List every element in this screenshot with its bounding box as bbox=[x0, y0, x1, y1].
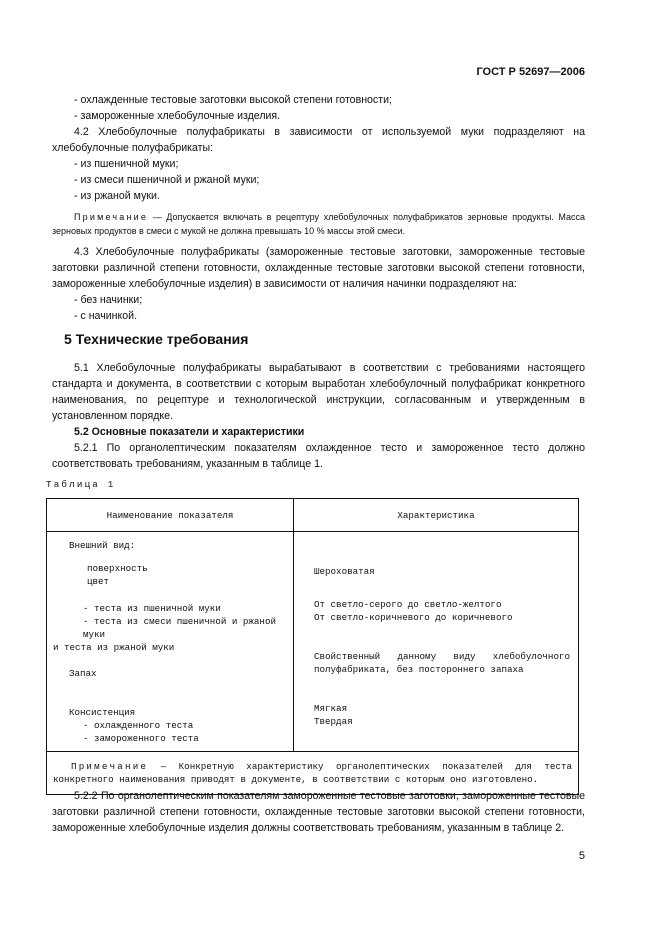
column-header: Характеристика bbox=[294, 499, 579, 532]
appearance-label: Внешний вид: bbox=[69, 540, 136, 551]
column-header: Наименование показателя bbox=[47, 499, 294, 532]
list-item: - из пшеничной муки; bbox=[74, 158, 179, 170]
mix-value: От светло-коричневого до коричневого bbox=[314, 612, 513, 623]
list-item: - охлажденные тестовые заготовки высокой степени готовности; bbox=[74, 94, 392, 106]
frozen-label: - замороженного теста bbox=[83, 733, 199, 744]
page-number: 5 bbox=[578, 850, 585, 862]
mix-label: - теста из смеси пшеничной и ржаной муки bbox=[83, 616, 276, 640]
consistency-label: Консистенция bbox=[69, 707, 136, 718]
paragraph-5-1: 5.1 Хлебобулочные полуфабрикаты вырабатывают в соответствии с требованиями настоящего стандарта и документа, в соответствии с которым выработан хлебобулочный полуфабрикат конкретного наименования, по рецептуре и технологической инструкции, согласованным и утвержденным в установленном порядке. bbox=[52, 362, 585, 422]
paragraph-5-2-1: 5.2.1 По органолептическим показателям охлажденное тесто и замороженное тесто должно соответствовать требованиям, указанным в таблице 1. bbox=[52, 442, 585, 470]
chilled-value: Мягкая bbox=[314, 703, 348, 714]
frozen-value: Твердая bbox=[314, 716, 353, 727]
paragraph-5-2-2: 5.2.2 По органолептическим показателям замороженные тестовые заготовки, замороженные тестовые заготовки различной степени готовности, охлажденные тестовые заготовки высокой степени готовности, замороженные хлебобулочные изделия должны соответствовать требованиям, указанным в таблице 2. bbox=[52, 790, 585, 834]
section-4-continuation bbox=[52, 92, 585, 324]
document-code: ГОСТ Р 52697—2006 bbox=[476, 66, 585, 78]
list-item: - с начинкой. bbox=[74, 310, 138, 322]
mix-label-cont: и теста из ржаной муки bbox=[53, 642, 175, 653]
surface-value: Шероховатая bbox=[314, 566, 375, 577]
paragraph-4-3: 4.3 Хлебобулочные полуфабрикаты (замороженные тестовые заготовки, замороженные тестовые заготовки различной степени готовности, охлажденные тестовые заготовки высокой степени готовности, замороженные хлебобулочные изделия) в зависимости от наличия начинки подразделяют на: bbox=[52, 246, 585, 290]
characteristic-cell bbox=[294, 532, 579, 752]
smell-label: Запах bbox=[69, 668, 97, 679]
note bbox=[52, 210, 585, 238]
surface-label: поверхность bbox=[87, 563, 148, 574]
paragraph-4-2: 4.2 Хлебобулочные полуфабрикаты в зависимости от используемой муки подразделяют на хлебобулочные полуфабрикаты: bbox=[52, 126, 585, 154]
subsection-title: 5.2 Основные показатели и характеристики bbox=[74, 426, 305, 438]
list-item: - без начинки; bbox=[74, 294, 143, 306]
table-1 bbox=[46, 498, 579, 795]
table-caption: Таблица 1 bbox=[46, 479, 116, 490]
note-label: Примечание bbox=[71, 761, 149, 772]
color-label: цвет bbox=[87, 576, 110, 587]
chilled-label: - охлажденного теста bbox=[83, 720, 194, 731]
wheat-value: От светло-серого до светло-желтого bbox=[314, 599, 502, 610]
wheat-label: - теста из пшеничной муки bbox=[83, 603, 221, 614]
list-item: - замороженные хлебобулочные изделия. bbox=[74, 110, 281, 122]
smell-value: Свойственный данному виду хлебобулочного полуфабриката, без постороннего запаха bbox=[314, 651, 570, 675]
paragraph-block-5-2-2 bbox=[52, 788, 585, 836]
list-item: - из смеси пшеничной и ржаной муки; bbox=[74, 174, 260, 186]
note-text: — Допускается включать в рецептуру хлебобулочных полуфабрикатов зерновые продукты. Масса зерновых продуктов в смеси с мукой не должна превышать 10 % массы этой смеси. bbox=[52, 212, 585, 236]
note-label: Примечание bbox=[74, 212, 149, 222]
note-text: — Конкретную характеристику органолептических показателей для теста конкретного наименования приводят в документе, в соответствии с которым оно изготовлено. bbox=[53, 761, 572, 785]
section-5 bbox=[52, 330, 585, 472]
section-title: 5 Технические требования bbox=[64, 331, 249, 347]
list-item: - из ржаной муки. bbox=[74, 190, 160, 202]
indicator-cell bbox=[47, 532, 294, 752]
